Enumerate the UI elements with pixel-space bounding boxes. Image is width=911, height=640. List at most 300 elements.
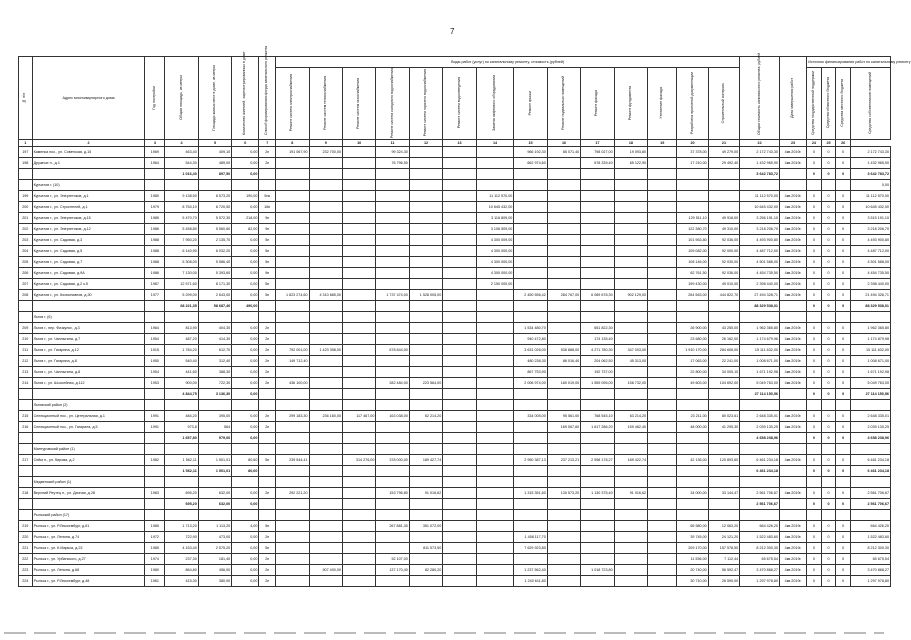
column-index-cell: 23 <box>779 140 806 147</box>
table-cell <box>342 554 375 565</box>
table-cell: 7 950,20 <box>165 235 198 246</box>
subtotal-row <box>19 499 891 510</box>
table-cell <box>514 202 547 213</box>
table-cell: 117 467,00 <box>342 411 375 422</box>
table-cell: 11 112 570,00 <box>740 191 780 202</box>
column-index-cell: 21 <box>708 140 740 147</box>
address-cell: Каменка пос., ул. Советская, д.15 <box>32 147 145 158</box>
table-cell: 1991 <box>145 411 165 422</box>
address-cell: Курчатов г., ул. Садовая, д.9А <box>32 268 145 279</box>
table-cell <box>376 191 409 202</box>
table-cell <box>547 158 580 169</box>
table-cell <box>614 202 647 213</box>
table-cell <box>276 224 309 235</box>
table-cell <box>807 312 822 323</box>
table-cell <box>19 433 33 444</box>
table-cell: 1988 <box>145 257 165 268</box>
table-cell <box>708 180 740 191</box>
table-cell: 2 150 000,00 <box>476 279 514 290</box>
table-cell <box>779 466 806 477</box>
table-cell <box>614 367 647 378</box>
table-cell: 0 <box>821 191 836 202</box>
table-cell: 26 900,00 <box>677 323 708 334</box>
table-cell: 26 162,00 <box>708 334 740 345</box>
table-cell <box>409 554 442 565</box>
table-cell: 1 297 978,80 <box>851 576 891 587</box>
table-cell: 48 000,00 <box>677 422 708 433</box>
table-row <box>19 565 891 576</box>
table-cell: 0 <box>836 268 851 279</box>
table-cell: 444 822,70 <box>708 290 740 301</box>
table-cell: 4кв.2019г. <box>779 147 806 158</box>
table-row <box>19 543 891 554</box>
table-cell: 95 561,00 <box>547 411 580 422</box>
table-cell <box>19 400 33 411</box>
table-cell: 202 <box>19 224 33 235</box>
table-cell <box>145 301 165 312</box>
table-cell: 99 324,30 <box>376 147 409 158</box>
table-cell <box>259 169 276 180</box>
table-cell <box>276 576 309 587</box>
table-cell: 3 642 783,72 <box>851 169 891 180</box>
table-cell: 6 140,90 <box>165 246 198 257</box>
table-cell: 24 121,20 <box>708 532 740 543</box>
table-cell <box>677 301 708 312</box>
table-cell <box>648 202 677 213</box>
table-cell <box>342 565 375 576</box>
table-cell: 239 544,41 <box>276 455 309 466</box>
table-cell <box>476 290 514 301</box>
table-cell: 6 461 234,18 <box>851 466 891 477</box>
table-cell <box>476 411 514 422</box>
table-cell <box>514 499 547 510</box>
table-cell <box>614 191 647 202</box>
table-cell <box>648 488 677 499</box>
table-cell: 0 <box>807 488 822 499</box>
table-cell: 65 580,00 <box>677 521 708 532</box>
table-cell <box>342 290 375 301</box>
table-cell <box>614 576 647 587</box>
table-row <box>19 345 891 356</box>
table-cell <box>581 301 614 312</box>
table-cell <box>821 180 836 191</box>
table-cell: 4 300 000,00 <box>476 257 514 268</box>
table-cell <box>648 191 677 202</box>
table-cell <box>648 433 677 444</box>
table-cell <box>708 389 740 400</box>
table-cell: 979,00 <box>198 433 231 444</box>
table-cell: 4кв.2019г. <box>779 235 806 246</box>
table-cell: 395,00 <box>198 411 231 422</box>
table-cell: 0 <box>807 433 822 444</box>
table-cell: 189 422,74 <box>614 455 647 466</box>
table-cell <box>443 389 476 400</box>
table-cell: 42 136,00 <box>677 455 708 466</box>
table-cell <box>145 499 165 510</box>
table-cell <box>779 444 806 455</box>
table-cell <box>309 477 342 488</box>
table-cell: 0,00 <box>232 323 259 334</box>
table-cell: 0,00 <box>232 532 259 543</box>
table-cell <box>648 268 677 279</box>
table-cell <box>547 235 580 246</box>
table-cell <box>476 565 514 576</box>
table-cell <box>409 477 442 488</box>
table-cell: 6 032,20 <box>198 246 231 257</box>
table-cell: 0 <box>807 543 822 554</box>
table-cell: 0,00 <box>851 180 891 191</box>
table-cell <box>581 246 614 257</box>
table-cell <box>677 499 708 510</box>
table-cell <box>276 202 309 213</box>
table-cell <box>409 169 442 180</box>
table-cell <box>821 477 836 488</box>
table-cell <box>342 279 375 290</box>
header-work-7: Ремонт крыши <box>514 68 547 140</box>
table-cell <box>342 191 375 202</box>
table-cell: 0 <box>821 499 836 510</box>
table-cell: 0 <box>807 576 822 587</box>
table-cell <box>145 400 165 411</box>
table-cell: 0,00 <box>232 367 259 378</box>
column-index-cell: 16 <box>547 140 580 147</box>
table-cell: 1 522 483,60 <box>740 532 780 543</box>
table-cell <box>376 543 409 554</box>
header-work-0: Ремонт систем электроснабжения <box>276 68 309 140</box>
table-cell: 4кв.2019г. <box>779 367 806 378</box>
address-cell: Сейм п., ул. Кирова, д.2 <box>32 455 145 466</box>
address-cell: Льгов г., ул. Чаплыгина, д.8 <box>32 367 145 378</box>
column-index-cell: 14 <box>476 140 514 147</box>
table-cell: 5п <box>259 279 276 290</box>
table-cell <box>677 202 708 213</box>
table-cell <box>443 433 476 444</box>
table-cell <box>165 400 198 411</box>
table-cell: 798 027,00 <box>581 147 614 158</box>
table-cell <box>476 521 514 532</box>
table-cell: 163 038,00 <box>376 411 409 422</box>
table-cell: 0 <box>807 268 822 279</box>
table-cell: 1953 <box>145 378 165 389</box>
table-cell: 88 329 538,01 <box>851 301 891 312</box>
table-cell <box>476 554 514 565</box>
table-cell <box>648 180 677 191</box>
table-cell: 0 <box>836 356 851 367</box>
table-cell: 21 494 328,71 <box>851 290 891 301</box>
table-cell: 0 <box>807 356 822 367</box>
table-cell <box>708 510 740 521</box>
address-cell: Льговский район (2) <box>32 400 145 411</box>
table-cell: 2 643,00 <box>198 290 231 301</box>
table-cell <box>708 444 740 455</box>
table-cell: 651 822,30 <box>581 323 614 334</box>
table-cell <box>476 477 514 488</box>
table-cell: 1 423 398,00 <box>309 345 342 356</box>
table-cell <box>409 345 442 356</box>
table-cell <box>276 389 309 400</box>
table-cell <box>648 312 677 323</box>
table-cell <box>309 543 342 554</box>
table-cell <box>309 356 342 367</box>
table-cell: 0 <box>836 565 851 576</box>
table-cell <box>376 323 409 334</box>
table-cell <box>232 477 259 488</box>
table-cell: 7 112,44 <box>708 554 740 565</box>
table-cell: 0 <box>836 378 851 389</box>
table-cell <box>309 334 342 345</box>
table-cell: 0 <box>821 422 836 433</box>
table-cell: 2 172 743,30 <box>851 147 891 158</box>
table-cell: 0 <box>807 565 822 576</box>
column-index-cell: 24 <box>807 140 822 147</box>
table-cell <box>514 400 547 411</box>
table-cell: 0 <box>821 433 836 444</box>
address-cell <box>32 389 145 400</box>
table-cell: 9п <box>259 213 276 224</box>
table-cell: 1954 <box>145 334 165 345</box>
header-year: Год постройки <box>145 57 165 140</box>
table-cell: 4 487 712,00 <box>851 246 891 257</box>
header-work-8: Ремонт подвальных помещений <box>547 68 580 140</box>
table-cell <box>259 400 276 411</box>
table-cell: 2 039 130,25 <box>740 422 780 433</box>
table-cell: 19 093,80 <box>614 147 647 158</box>
table-cell <box>376 224 409 235</box>
table-cell <box>514 213 547 224</box>
group-header-row <box>19 510 891 521</box>
table-cell <box>409 191 442 202</box>
table-cell <box>514 312 547 323</box>
table-cell <box>581 400 614 411</box>
table-cell: 45 313,00 <box>614 356 647 367</box>
table-cell <box>547 576 580 587</box>
table-cell: 4кв.2019г. <box>779 334 806 345</box>
table-cell <box>648 422 677 433</box>
table-cell <box>851 312 891 323</box>
table-cell <box>476 158 514 169</box>
header-residents: Количество жителей, зарегистрированных в доме <box>232 57 259 140</box>
table-cell: 5 049 763,00 <box>740 378 780 389</box>
table-cell <box>276 279 309 290</box>
table-cell <box>547 554 580 565</box>
table-cell <box>19 389 33 400</box>
table-cell <box>342 202 375 213</box>
table-cell: 2 561 706,67 <box>851 499 891 510</box>
table-cell <box>648 400 677 411</box>
table-cell <box>514 169 547 180</box>
table-cell <box>648 169 677 180</box>
table-cell <box>145 477 165 488</box>
table-cell <box>309 224 342 235</box>
table-cell: 0 <box>836 323 851 334</box>
table-cell <box>614 257 647 268</box>
table-cell <box>547 444 580 455</box>
table-cell: 104 692,00 <box>708 378 740 389</box>
table-cell: 9 138,50 <box>165 191 198 202</box>
table-cell <box>581 202 614 213</box>
table-cell: 217 <box>19 455 33 466</box>
table-cell: 415,30 <box>165 576 198 587</box>
table-cell: 897,50 <box>198 169 231 180</box>
table-cell <box>259 510 276 521</box>
table-cell: 4кв.2019г. <box>779 488 806 499</box>
table-cell: 0,00 <box>232 422 259 433</box>
table-cell <box>309 466 342 477</box>
table-cell: 212 <box>19 356 33 367</box>
table-cell <box>145 180 165 191</box>
table-cell: 0 <box>821 213 836 224</box>
table-cell <box>276 444 309 455</box>
table-cell: 6 461 234,18 <box>740 466 780 477</box>
table-cell <box>165 477 198 488</box>
table-cell <box>409 312 442 323</box>
table-cell: 4 153,40 <box>165 543 198 554</box>
table-cell <box>276 158 309 169</box>
table-cell: 1 113,20 <box>198 521 231 532</box>
table-cell <box>409 246 442 257</box>
table-cell: 4 300 009,00 <box>476 235 514 246</box>
table-cell <box>851 444 891 455</box>
table-cell: 0 <box>836 169 851 180</box>
table-cell <box>547 367 580 378</box>
table-cell <box>342 378 375 389</box>
table-cell <box>476 147 514 158</box>
table-cell <box>198 477 231 488</box>
table-cell: 0 <box>836 411 851 422</box>
table-cell: 3 470 868,27 <box>740 565 780 576</box>
table-cell <box>259 466 276 477</box>
table-cell: 867 753,90 <box>514 367 547 378</box>
table-cell <box>198 312 231 323</box>
table-cell <box>614 224 647 235</box>
table-row <box>19 268 891 279</box>
table-cell: 0 <box>807 334 822 345</box>
table-cell: 347 003,00 <box>614 345 647 356</box>
table-row <box>19 488 891 499</box>
table-cell <box>648 554 677 565</box>
table-cell: 0,00 <box>232 268 259 279</box>
table-cell: 8 754,10 <box>165 202 198 213</box>
table-cell <box>581 466 614 477</box>
table-cell <box>443 576 476 587</box>
table-cell <box>409 466 442 477</box>
table-cell: 722,30 <box>198 378 231 389</box>
table-cell: 159 462,40 <box>614 422 647 433</box>
table-row <box>19 323 891 334</box>
table-cell: 236 160,00 <box>309 411 342 422</box>
table-cell <box>276 510 309 521</box>
header-address: Адрес многоквартирного дома <box>32 57 145 140</box>
table-cell: 158 732,00 <box>614 378 647 389</box>
table-cell <box>376 532 409 543</box>
table-cell: 200 <box>19 202 33 213</box>
table-cell <box>443 510 476 521</box>
table-cell: 209 170,00 <box>677 543 708 554</box>
table-cell <box>409 499 442 510</box>
table-cell <box>648 466 677 477</box>
table-cell <box>821 510 836 521</box>
table-cell: 0,00 <box>232 202 259 213</box>
table-cell: 0 <box>807 279 822 290</box>
table-cell <box>309 554 342 565</box>
table-cell <box>309 213 342 224</box>
table-cell: 1 237 562,40 <box>514 565 547 576</box>
address-cell: Курчатов г., ул. Садовая, д.2 к.5 <box>32 279 145 290</box>
table-cell: 41 295,30 <box>708 422 740 433</box>
table-cell: 4кв.2019г. <box>779 554 806 565</box>
table-cell: 2п <box>259 345 276 356</box>
table-cell: 0 <box>807 378 822 389</box>
table-cell: 4кв.2019г. <box>779 279 806 290</box>
table-cell <box>677 466 708 477</box>
table-cell <box>145 466 165 477</box>
table-cell <box>309 378 342 389</box>
table-cell <box>376 367 409 378</box>
table-cell <box>476 433 514 444</box>
table-cell: 5п <box>259 235 276 246</box>
table-cell: 4 454 735,50 <box>851 268 891 279</box>
table-cell: 4кв.2019г. <box>779 378 806 389</box>
table-cell <box>547 543 580 554</box>
table-cell <box>443 323 476 334</box>
table-cell <box>677 312 708 323</box>
table-cell: 4кв.2019г. <box>779 532 806 543</box>
table-cell <box>614 268 647 279</box>
table-cell: 1 016,40 <box>165 169 198 180</box>
address-cell: Курчатов г., ул. Космонавтов, д.30 <box>32 290 145 301</box>
table-cell: 0 <box>836 279 851 290</box>
table-cell <box>614 543 647 554</box>
table-cell: 3 218 206,70 <box>851 224 891 235</box>
table-cell <box>165 510 198 521</box>
table-cell <box>614 279 647 290</box>
table-cell <box>145 389 165 400</box>
table-cell <box>476 532 514 543</box>
table-cell: 108 146,00 <box>677 257 708 268</box>
table-cell: 5 586,40 <box>198 257 231 268</box>
table-cell <box>476 422 514 433</box>
table-cell: 7 130,00 <box>165 268 198 279</box>
table-cell <box>276 180 309 191</box>
table-cell <box>409 422 442 433</box>
table-cell <box>648 521 677 532</box>
table-cell: 92 036,00 <box>708 268 740 279</box>
table-cell <box>409 444 442 455</box>
table-cell: 0 <box>821 323 836 334</box>
table-cell <box>648 378 677 389</box>
table-cell <box>443 499 476 510</box>
table-cell <box>648 345 677 356</box>
table-cell <box>309 169 342 180</box>
table-cell <box>232 180 259 191</box>
table-cell: 2п <box>259 356 276 367</box>
table-cell <box>342 180 375 191</box>
table-cell <box>547 224 580 235</box>
table-cell: 11 112 570,00 <box>851 191 891 202</box>
table-cell: 1987 <box>145 279 165 290</box>
table-cell <box>614 235 647 246</box>
table-cell <box>648 213 677 224</box>
table-cell: 940 472,80 <box>514 334 547 345</box>
table-cell <box>19 510 33 521</box>
table-cell <box>614 510 647 521</box>
table-cell <box>259 444 276 455</box>
table-cell: 4 300 000,00 <box>476 268 514 279</box>
table-cell <box>376 180 409 191</box>
table-cell <box>581 389 614 400</box>
table-cell: 0 <box>836 499 851 510</box>
table-cell: 1985 <box>145 213 165 224</box>
